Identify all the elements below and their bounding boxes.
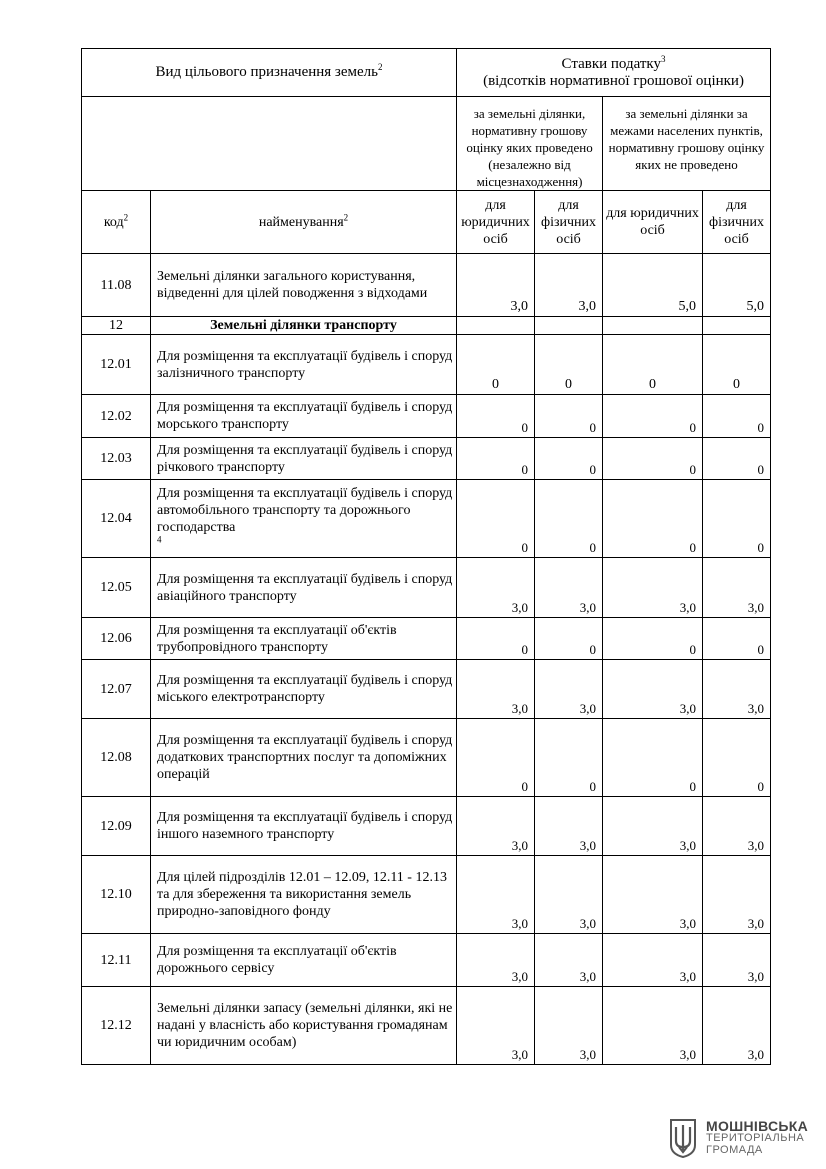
not-assessed-header: за земельні ділянки за межами населених пунктів, нормативну грошову оцінку яких не проведено	[603, 97, 771, 191]
table-row: 12.04 Для розміщення та експлуатації будівель і споруд автомобільного транспорту та дорожнього господарства $^4$ 0 0 0 0	[82, 480, 771, 558]
table-row: 12.07 Для розміщення та експлуатації будівель і споруд міського електротранспорту 3,0 3,0 3,0 3,0	[82, 660, 771, 719]
empty-header-cell	[82, 97, 457, 191]
table-row: 12.01 Для розміщення та експлуатації будівель і споруд залізничного транспорту 0 0 0 0	[82, 335, 771, 395]
table-row: 12.09 Для розміщення та експлуатації будівель і споруд іншого наземного транспорту 3,0 3,0 3,0 3,0	[82, 797, 771, 856]
code-header: код$^2$	[82, 191, 151, 254]
table-row: 11.08 Земельні ділянки загального користування, відведенні для цілей поводження з відходами 3,0 3,0 5,0 5,0	[82, 254, 771, 317]
physical-header-1: для фізичних осіб	[535, 191, 603, 254]
section-row: 12 Земельні ділянки транспорту	[82, 317, 771, 335]
name-header: найменування$^2$	[151, 191, 457, 254]
rates-header: Ставки податку$^3$ (відсотків нормативної грошової оцінки)	[457, 49, 771, 97]
table-row: 12.06 Для розміщення та експлуатації об'єктів трубопровідного транспорту 0 0 0 0	[82, 618, 771, 660]
table-header-row-3	[82, 191, 771, 254]
logo-line-1: МОШНІВСЬКА	[706, 1118, 809, 1134]
tax-rates-table	[81, 48, 771, 1065]
table-row: 12.12 Земельні ділянки запасу (земельні ділянки, які не надані у власність або користування громадянам чи юридичним особам) 3,0 3,0 3,0 3,0	[82, 987, 771, 1065]
community-logo	[668, 1117, 808, 1159]
legal-header-1: для юридичних осіб	[457, 191, 535, 254]
table-row: 12.03 Для розміщення та експлуатації будівель і споруд річкового транспорту 0 0 0 0	[82, 438, 771, 480]
table-row: 12.08 Для розміщення та експлуатації будівель і споруд додаткових транспортних послуг та допоміжних операцій 0 0 0 0	[82, 719, 771, 797]
table-row: 12.10 Для цілей підрозділів 12.01 – 12.09, 12.11 - 12.13 та для збереження та використання земель природно-заповідного фонду 3,0 3,0 3,0 3,0	[82, 856, 771, 934]
table-header-row-2	[82, 97, 771, 191]
table-row: 12.11 Для розміщення та експлуатації об'єктів дорожнього сервісу 3,0 3,0 3,0 3,0	[82, 934, 771, 987]
logo-line-3: ГРОМАДА	[706, 1144, 763, 1156]
logo-line-2: ТЕРИТОРІАЛЬНА	[706, 1132, 805, 1144]
legal-header-2: для юридичних осіб	[603, 191, 703, 254]
table-header-row-1	[82, 49, 771, 97]
table-row: 12.02 Для розміщення та експлуатації будівель і споруд морського транспорту 0 0 0 0	[82, 395, 771, 438]
physical-header-2: для фізичних осіб	[703, 191, 771, 254]
assessed-header: за земельні ділянки, нормативну грошову оцінку яких проведено (незалежно від місцезнаходження)	[457, 97, 603, 191]
trident-icon	[668, 1117, 698, 1159]
table-row: 12.05 Для розміщення та експлуатації будівель і споруд авіаційного транспорту 3,0 3,0 3,0 3,0	[82, 558, 771, 618]
purpose-header: Вид цільового призначення земель$^2$	[82, 49, 457, 97]
